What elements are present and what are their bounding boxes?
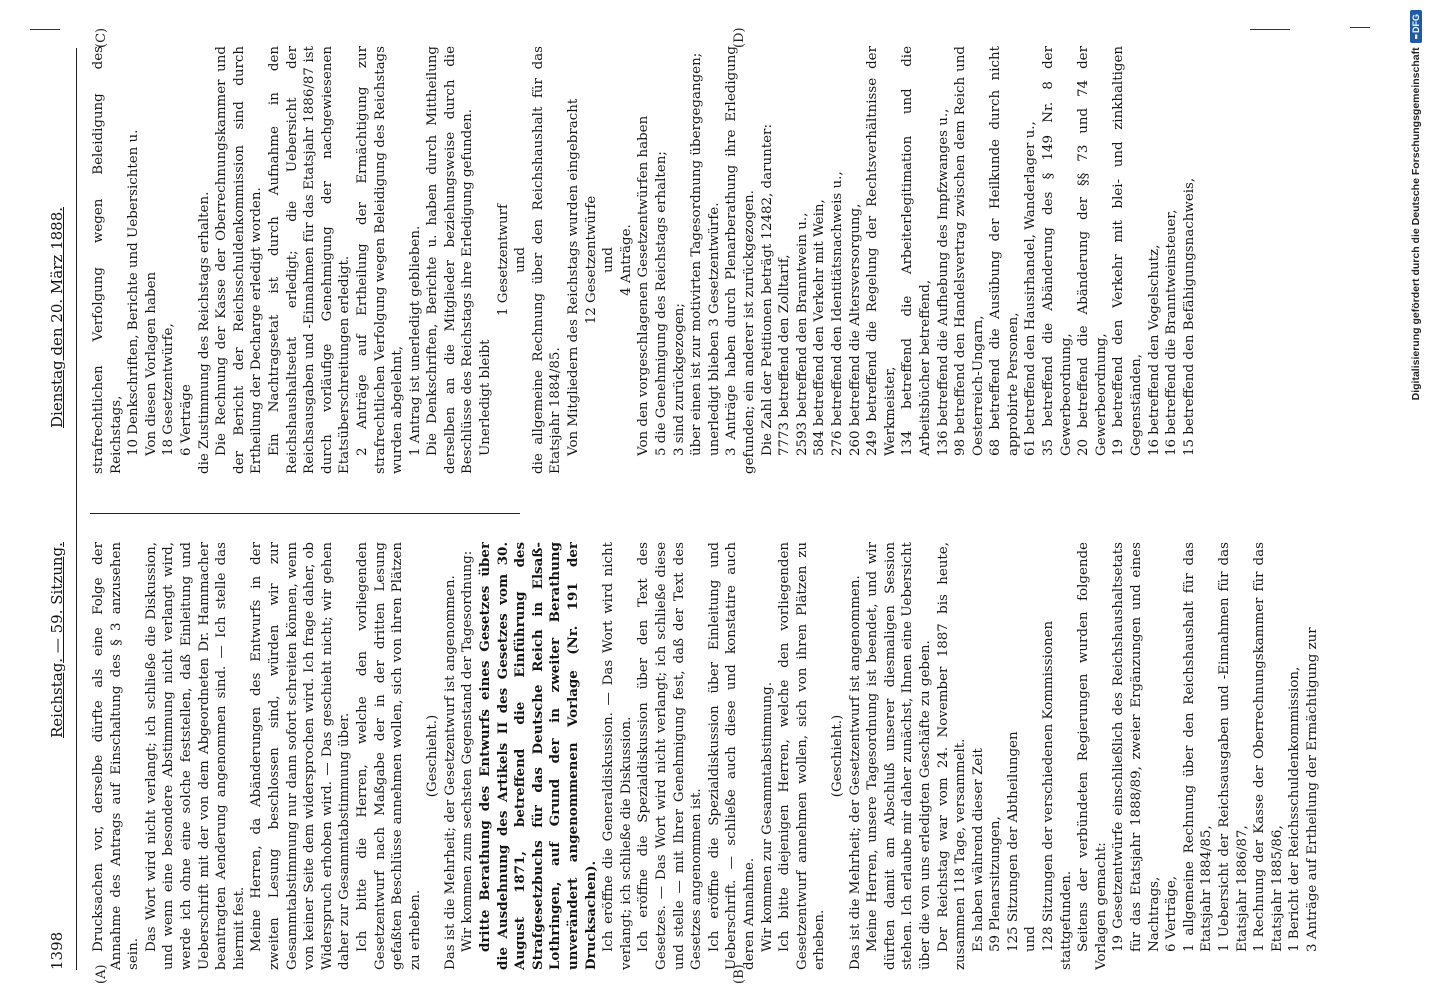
list-item: 10 Denkschriften, Berichte und Uebersichten u.	[126, 129, 142, 456]
list-item: 276 betreffend den Identitätsnachweis u.,	[829, 171, 845, 456]
bills-status-list	[653, 46, 723, 474]
paragraph: Von den vorgeschlagenen Gesetzentwürfen haben	[636, 115, 652, 456]
session-date: Dienstag den 20. März 1888.	[48, 206, 66, 428]
margin-marker-b: (B)	[732, 964, 747, 984]
paragraph: Von Mitgliedern des Reichstags wurden eingebracht	[566, 98, 582, 456]
list-item: 1 Uebersicht der Reichsausgaben und -Einnahmen für das Etatsjahr 1886/87,	[1217, 542, 1250, 952]
list-item: 260 betreffend die Altersversorgung,	[847, 203, 863, 456]
paragraph: die allgemeine Rechnung über den Reichshaushalt für das Etatsjahr 1884/85.	[530, 46, 564, 474]
stage-direction: (Geschieht.)	[425, 714, 441, 798]
paragraph: stattgefunden.	[1058, 870, 1074, 970]
list-item: 5 die Genehmigung des Reichstags erhalten;	[654, 151, 669, 456]
footer-credit	[1410, 4, 1422, 990]
list-item: 134 betreffend die Arbeiterlegitimation und die Arbeitsbücher betreffend,	[900, 46, 933, 456]
header-rule	[76, 48, 77, 970]
paragraph: Es haben während dieser Zeit	[970, 748, 986, 952]
margin-mark	[30, 29, 60, 30]
agenda-item-heading: dritte Berathung des Entwurfs eines Gesetzes über die Ausdehnung des Artikels II des Gesetzes vom 30. August 1871, betreffend die Einführung des Strafgesetzbuchs für das Deutsche Reich in Elsaß-Lothringen, auf Grund der in zweiter Berathung unverändert angenommenen Vorlage (Nr. 191 der Drucksachen).	[477, 542, 599, 970]
list-item: 6 Verträge	[178, 384, 194, 456]
list-item: 3 sind zurückgezogen;	[671, 303, 687, 456]
margin-marker-d: (D)	[732, 27, 747, 48]
list-item: 1 allgemeine Rechnung über den Reichshaushalt für das Etatsjahr 1884/85,	[1181, 542, 1215, 952]
list-item: 15 betreffend den Befähigungsnachweis,	[1181, 177, 1197, 456]
list-item: 584 betreffend den Verkehr mit Wein,	[812, 199, 828, 456]
paragraph: Der Reichstag war vom 24. November 1887 bis heute, zusammen 118 Tage, versammelt.	[935, 542, 969, 970]
margin-mark	[1350, 27, 1370, 28]
paragraph: Die Denkschriften, Berichte u. haben durch Mittheilung derselben an die Mitglieder beziehungsweise durch die Beschlüsse des Reichstags ihre Erledigung gefunden.	[425, 46, 476, 474]
paragraph: 1 Gesetzentwurf	[495, 204, 511, 317]
paragraph: strafrechtlichen Verfolgung wegen Beleidigung des Reichstags,	[91, 46, 124, 474]
paragraph: Ich eröffne die Generaldiskussion. — Das Wort wird nicht verlangt; ich schließe die Diskussion.	[601, 542, 634, 970]
paragraph: und	[601, 247, 617, 273]
footer-credit-text: Digitalisierung gefördert durch die Deutsche Forschungsgemeinschaft	[1410, 47, 1422, 401]
list-item: 35 betreffend die Abänderung des § 149 Nr. 8 der Gewerbeordnung,	[1041, 46, 1074, 456]
list-item: 16 betreffend den Vogelschutz,	[1146, 244, 1162, 456]
right-column	[90, 46, 1382, 474]
list-item: 136 betreffend die Aufhebung des Impfzwanges u.,	[935, 108, 951, 456]
paragraph: Ich bitte diejenigen Herren, welche den vorliegenden Gesetzentwurf annehmen wollen, sich von ihren Plätzen zu erheben.	[777, 542, 828, 970]
list-item: über einen ist zur motivirten Tagesordnung übergegangen;	[689, 52, 705, 456]
paragraph: Drucksachen vor, derselbe dürfte als eine Folge der Annahme des Antrags auf Einschaltung des § 3 anzusehen sein.	[91, 542, 142, 970]
list-item: 16 betreffend die Branntweinsteuer,	[1164, 209, 1180, 456]
session-list	[987, 542, 1057, 970]
paragraph: Ich bitte die Herren, welche den vorliegenden Gesetzentwurf nach Maßgabe der in der dritten Lesung gefaßten Beschlüsse annehmen wollen, sich von ihren Plätzen zu erheben.	[354, 542, 423, 970]
dfg-logo	[1410, 10, 1422, 43]
paragraph: Ich eröffne die Spezialdiskussion über den Text des Gesetzes. — Das Wort wird nicht verlangt; ich schließe diese und stelle — mit Ihrer Genehmigung fest, daß der Text des Gesetzes angenommen ist.	[636, 542, 705, 970]
list-item: 2593 betreffend den Branntwein u.,	[794, 212, 810, 456]
paragraph: Ein Nachtragsetat ist durch Aufnahme in den Reichshaushaltsetat erledigt; die Uebersicht der Reichsausgaben und -Einnahmen für das Etatsjahr 1886/87 ist durch vorläufige Genehmigung der nachgewiesenen Etatsüberschreitungen erledigt.	[266, 46, 353, 474]
list-item: 20 betreffend die Abänderung der §§ 73 und 74 der Gewerbeordnung,	[1076, 46, 1109, 456]
list-item: 18 Gesetzentwürfe,	[161, 323, 177, 456]
paragraph: 4 Anträge.	[618, 224, 634, 296]
stage-direction: (Geschieht.)	[829, 714, 845, 798]
paragraph: Unerledigt bleibt	[478, 339, 494, 456]
list-item: 19 betreffend den Verkehr mit blei- und zinkhaltigen Gegenständen,	[1111, 46, 1145, 456]
paragraph: Das Wort wird nicht verlangt; ich schließe die Diskussion, und wenn eine besondere Abstimmung nicht verlangt wird, werde ich ohne eine solche feststellen, daß Einleitung und Ueberschrift mit der von dem Abgeordneten Dr. Hammacher beantragten Aenderung angenommen sind. — Ich stelle das hiermit fest.	[143, 542, 247, 970]
list-item: unerledigt blieben 3 Gesetzentwürfe.	[706, 202, 722, 456]
list-item: 125 Sitzungen der Abtheilungen	[1005, 731, 1021, 952]
margin-mark	[1250, 29, 1290, 30]
paragraph: Meine Herren, unsere Tagesordnung ist beendet, und wir dürften damit am Abschluß unserer diesmaligen Session stehen. Ich erlaube mir daher zunächst, Ihnen eine Uebersicht über die von uns erledigten Geschäfte zu geben.	[865, 542, 933, 970]
list-item: 7773 betreffend den Zolltarif,	[777, 254, 793, 456]
list-item: 98 betreffend den Handelsvertrag zwischen dem Reich und Oesterreich-Ungarn,	[953, 46, 986, 456]
paragraph: Wir kommen zum sechsten Gegenstand der Tagesordnung:	[460, 550, 476, 952]
paragraph: Wir kommen zur Gesammtabstimmung.	[759, 682, 775, 952]
list-item: 1 Rechnung der Kasse der Oberrechnungskammer für das Etatsjahr 1885/86,	[1252, 542, 1285, 952]
list-item: 59 Plenarsitzungen,	[988, 816, 1004, 952]
paragraph: Das ist die Mehrheit; der Gesetzentwurf ist angenommen.	[442, 575, 458, 970]
margin-marker-c: (C)	[94, 27, 109, 48]
dfg-logo-text: DFG	[1411, 14, 1421, 33]
approved-list	[160, 46, 195, 474]
digitization-footer	[1404, 0, 1432, 1000]
paragraph: Seitens der verbündeten Regierungen wurden folgende Vorlagen gemacht:	[1076, 542, 1109, 970]
list-item: 3 Anträge auf Ertheilung der Ermächtigung zur	[1304, 627, 1320, 952]
list-item: und	[1023, 926, 1039, 952]
paragraph: Ich eröffne die Spezialdiskussion über Einleitung und Ueberschrift. — schließe auch diese und konstatire auch deren Annahme.	[706, 542, 757, 970]
document-page	[20, 28, 1388, 988]
proposals-list	[1110, 542, 1321, 970]
paragraph: 2 Anträge auf Ertheilung der Ermächtigung zur strafrechtlichen Verfolgung wegen Beleidigung des Reichstags wurden abgelehnt,	[354, 46, 406, 474]
left-column	[90, 542, 1382, 970]
list-item: 1 Bericht der Reichsschuldenkommission,	[1287, 666, 1303, 952]
paragraph: 12 Gesetzentwürfe	[583, 195, 599, 325]
paragraph: 1 Antrag ist unerledigt geblieben.	[407, 225, 423, 456]
column-divider	[90, 513, 520, 514]
paragraph: Die Rechnung der Kasse der Oberrechnungskammer und der Bericht der Reichsschuldenkommission sind durch Ertheilung der Decharge erledigt worden.	[214, 46, 265, 474]
list-item: 128 Sitzungen der verschiedenen Kommissionen	[1041, 620, 1057, 952]
paragraph: Meine Herren, da Abänderungen des Entwurfs in der zweiten Lesung beschlossen sind, würden wir zur Gesammtabstimmung nur dann sofort schreiten können, wenn von keiner Seite dem widersprochen wird. Ich frage daher, ob Widerspruch erhoben wird. — Das geschieht nicht; wir gehen daher zur Gesammtabstimmung über.	[249, 542, 353, 970]
paragraph: die Zustimmung des Reichstags erhalten.	[196, 191, 212, 474]
paragraph: 3 Anträge haben durch Plenarberathung ihre Erledigung gefunden; ein anderer ist zurückgezogen.	[724, 46, 757, 474]
logo-dots-icon: ▪▪	[1411, 35, 1421, 40]
list-item: 6 Verträge,	[1164, 875, 1180, 952]
paragraph: Das ist die Mehrheit; der Gesetzentwurf ist angenommen.	[847, 575, 863, 970]
list-item: 68 betreffend die Ausübung der Heilkunde durch nicht approbirte Personen,	[988, 46, 1021, 456]
petitions-list	[776, 46, 1198, 474]
margin-marker-a: (A)	[94, 964, 109, 984]
list-item: 249 betreffend die Regelung der Rechtsverhältnisse der Werkmeister,	[865, 46, 898, 456]
session-title: Reichstag. — 59. Sitzung.	[48, 542, 66, 738]
list-item: 61 betreffend den Hausirhandel, Wanderlager u.,	[1023, 121, 1039, 456]
paragraph: Von diesen Vorlagen haben	[143, 271, 159, 456]
paragraph: und	[513, 247, 529, 273]
list-item: 19 Gesetzentwürfe einschließlich des Reichshaushaltsetats für das Etatsjahr 1888/89, zweier Ergänzungen und eines Nachtrags,	[1111, 542, 1162, 952]
page-number: 1398	[48, 931, 66, 970]
proposals-list	[125, 46, 143, 474]
paragraph: Die Zahl der Petitionen beträgt 12482, darunter:	[759, 124, 775, 456]
